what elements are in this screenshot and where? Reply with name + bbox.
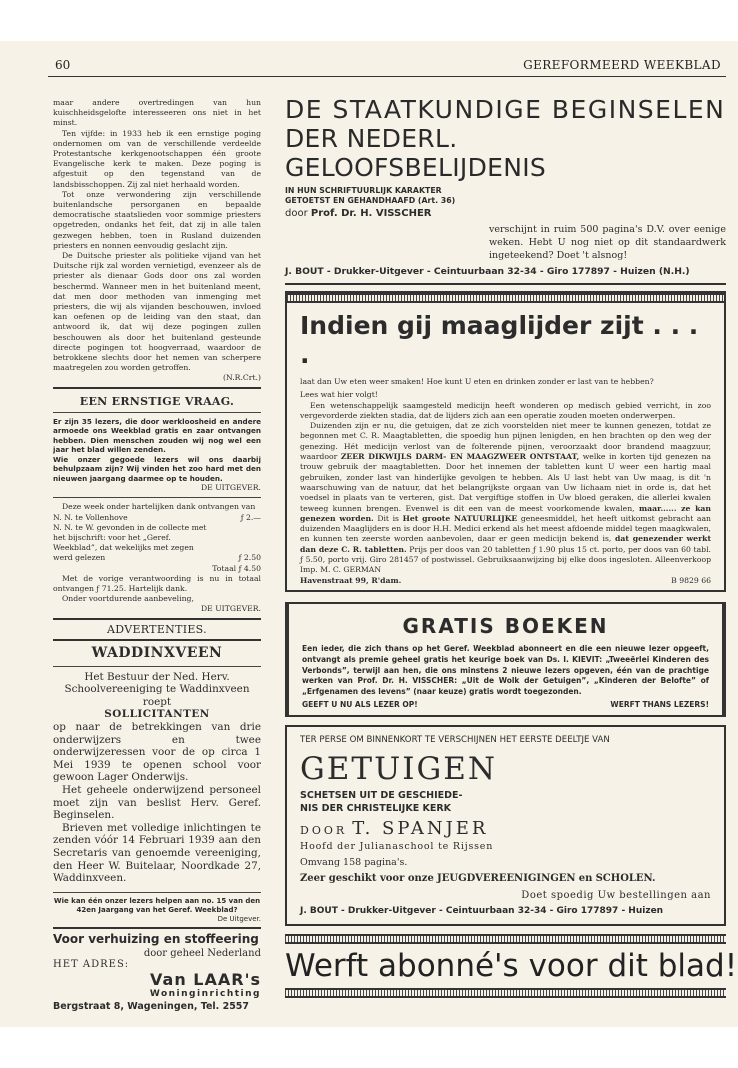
help-signature: De Uitgever.: [217, 914, 261, 923]
advertenties-title: ADVERTENTIES.: [107, 622, 207, 636]
ad-band: [287, 293, 724, 303]
vanlaar-line2: door geheel Nederland: [143, 947, 261, 959]
intro-paragraph: Tot onze verwondering zijn verschillende buitenlandsche persorganen en bepaalde democratische staatslieden voor sommige priesters opgetreden, ondanks het feit, dat zij in alle talen gezwegen hebben, toen in Rusland duizenden priesters en nonnen eenvoudig geslacht zijn.: [53, 189, 261, 250]
werft-band-bottom: [285, 988, 726, 998]
divider: [53, 497, 261, 498]
publication-name: GEREFORMEERD WEEKBLAD: [523, 58, 721, 72]
header-rule: [48, 76, 726, 77]
donation-amount: ƒ 2.—: [240, 512, 261, 522]
werft-slogan: Werft abonné's voor dit blad!: [285, 947, 738, 984]
getuigen-ad: [285, 725, 726, 926]
staatkundige-publisher: J. BOUT - Drukker-Uitgever - Ceintuurbaan 32-34 - Giro 177897 - Huizen (N.H.): [285, 266, 690, 277]
staatkundige-description: verschijnt in ruim 500 pagina's D.V. over eenige weken. Hebt U nog niet op dit standaardwerk ingeteekend? Doet 't alsnog!: [489, 224, 726, 261]
maaglijder-read: Lees wat hier volgt!: [300, 390, 378, 400]
divider: [53, 892, 261, 893]
vanlaar-adres: HET ADRES:: [53, 958, 130, 970]
staatkundige-title-1: DE STAATKUNDIGE BEGINSELEN: [285, 95, 726, 124]
maaglijder-p2i: Prijs per doos van 20 tabletten ƒ 1.90 plus 15 ct. porto, per doos van 60 tabl. ƒ 5.50, porto vrij. Giro 281457 of postwissel. Gebruiksaanwijzing bij elke doos ingesloten. Alleenverkoop Imp. M. C. GERMAN: [300, 544, 711, 575]
waddinxveen-title: WADDINXVEEN: [91, 644, 223, 661]
waddinxveen-p2: op naar de betrekkingen van drie onderwijzers en twee onderwijzeressen voor de op circa 1 Mei 1939 te openen school voor gewoon Lager Onderwijs.: [53, 721, 261, 784]
vanlaar-name: Van LAAR's: [150, 969, 261, 989]
donations-signature: DE UITGEVER.: [200, 604, 261, 614]
left-column: [53, 98, 261, 1018]
vanlaar-tag: Woninginrichting: [149, 988, 261, 999]
ernstige-title: EEN ERNSTIGE VRAAG.: [79, 394, 235, 408]
maaglijder-footer: [300, 576, 711, 586]
getuigen-subtitle-1: SCHETSEN UIT DE GESCHIEDE-: [300, 789, 463, 801]
page-number: 60: [55, 58, 71, 72]
intro-source: (N.R.Crt.): [223, 373, 261, 383]
intro-paragraph: Ten vijfde: in 1933 heb ik een ernstige poging ondernomen om van de verschillende verdeelde Protestantsche kerkgenootschappen één groote Evangelische kerk te maken. Deze poging is afgestuit op den tegenstand van de landsbisschoppen. Zij zal niet herhaald worden.: [53, 128, 261, 189]
getuigen-author: T. SPANJER: [352, 817, 489, 839]
maaglijder-p2b: ZEER DIKWIJLS DARM- EN MAAGZWEER ONTSTAAT,: [340, 452, 580, 462]
intro-paragraph: maar andere overtredingen van hun kuischheidsgelofte interesseeren ons niet in het minst.: [53, 98, 261, 128]
getuigen-door: DOOR: [300, 823, 348, 837]
staatkundige-title-2: DER NEDERL. GELOOFSBELIJDENIS: [285, 124, 547, 182]
divider: [53, 412, 261, 413]
waddinxveen-sollicitanten: SOLLICITANTEN: [104, 708, 210, 721]
ernstige-signature: DE UITGEVER.: [200, 483, 261, 493]
gratis-body: Een ieder, die zich thans op het Geref. Weekblad abonneert en die een nieuwe lezer opgeeft, ontvangt als premie geheel gratis het keurige boek van Ds. I. KIEVIT: „Tweeërlei Kinderen des Verbonds”, terwijl aan hen, die ons minstens 2 nieuwe lezers opgeven, één van de prachtige werken van Prof. Dr. H. VISSCHER: „Uit de Wolk der Getuigen”, „Kinderen der Belofte” of „Erfgenamen des levens” (naar keuze) gratis wordt toegezonden.: [302, 643, 709, 697]
suited-prefix: Zeer geschikt voor onze: [300, 872, 434, 884]
getuigen-intro: TER PERSE OM BINNENKORT TE VERSCHIJNEN HET EERSTE DEELTJE VAN: [300, 734, 610, 745]
maaglijder-p2e: Dit is: [377, 513, 399, 523]
maaglijder-address: Havenstraat 99, R'dam.: [300, 575, 402, 585]
staatkundige-subtitle-2: GETOETST EN GEHANDHAAFD (Art. 36): [285, 196, 456, 205]
staatkundige-author-line: [285, 208, 726, 219]
divider: [53, 618, 261, 620]
divider: [285, 283, 726, 285]
donations-summary: Met de vorige verantwoording is nu in totaal ontvangen ƒ 71.25. Hartelijk dank.: [53, 573, 261, 594]
waddinxveen-p1: Het Bestuur der Ned. Herv. Schoolvereeniging te Waddinxveen roept: [64, 670, 250, 708]
door-label: door: [285, 208, 308, 219]
donation-text: N. N. te W. gevonden in de collecte met het bijschrift: voor het „Geref. Weekblad”, dat wekelijks met zegen werd gelezen: [53, 522, 207, 563]
ernstige-body: Er zijn 35 lezers, die door werkloosheid en andere armoede ons Weekblad gratis en zaar ontvangen hebben. Dien menschen zouden wij nog wel een jaar het blad willen zenden.: [53, 416, 261, 455]
staatkundige-subtitle-1: IN HUN SCHRIFTUURLIJK KARAKTER: [285, 186, 442, 195]
intro-paragraph: De Duitsche priester als politieke vijand van het Duitsche rijk zal worden vernietigd, evenzeer als de priester als dienaar Gods door ons zal worden beschermd. Wanneer men in het buitenland meent, dat men door methoden van inmenging met priesters, die wij als vijanden beschouwen, invloed kan oefenen op de leiding van den staat, dan antwoord ik, dat wij deze pogingen zullen beschouwen als door het buitenland gesteunde directe pogingen tot hoogverraad, waardoor de betrokkene slechts door het nemen van scherpere maatregelen zou worden getroffen.: [53, 251, 261, 373]
waddinxveen-p3: Het geheele onderwijzend personeel moet zijn van beslist Herv. Geref. Beginselen.: [53, 783, 261, 822]
waddinxveen-p4: Brieven met volledige inlichtingen te zenden vóór 14 Februari 1939 aan den Secretaris van genoemde vereeniging, den Heer W. Buitelaar, Noordkade 27, Waddinxveen.: [53, 821, 261, 885]
donations-recommend: Onder voortdurende aanbeveling,: [62, 594, 194, 604]
maaglijder-p2d: maar...... ze kan genezen worden.: [300, 503, 711, 523]
maaglijder-p2g: geneesmiddel, het heeft uitkomst gebracht aan duizenden Maaglijders en is door H.H. Medici erkend als het meest afdoende middel tegen maagkwalen, en kunnen ten zeerste worden aanbevolen, daar er geen medicijn bekend is,: [300, 513, 712, 544]
staatkundige-author: Prof. Dr. H. VISSCHER: [310, 208, 432, 219]
ernstige-body-2: Wie onzer gegoede lezers wil ons daarbij behulpzaam zijn? Wij vinden het zoo hard met den nieuwen jaargang daarmee op te houden.: [53, 454, 261, 483]
help-note: Wie kan één onzer lezers helpen aan no. 15 van den 42en Jaargang van het Geref. Weekblad?: [53, 896, 261, 914]
divider: [53, 387, 261, 389]
suited-1: JEUGDVEREENIGINGEN: [437, 872, 576, 884]
gratis-title: GRATIS BOEKEN: [402, 613, 609, 638]
getuigen-pages: Omvang 158 pagina's.: [300, 856, 408, 868]
staatkundige-ad: [285, 95, 726, 277]
gratis-boeken-ad: [285, 602, 726, 717]
maaglijder-p2: [300, 421, 711, 575]
getuigen-suited: [300, 873, 711, 884]
maaglijder-p2a: Duizenden zijn er nu, die getuigen, dat ze zich voorstelden niet meer te kunnen genezen, totdat ze begonnen met C. R. Maagtabletten, die spoedig hun pijnen lenigden, en hen brachten op den weg der genezing. Hét medicijn verlost van de folterende pijnen, veroorzaakt door brandend maagzuur, waardoor: [300, 421, 711, 462]
donations-intro: Deze week onder hartelijken dank ontvangen van: [62, 502, 256, 512]
maaglijder-ad: [285, 291, 726, 592]
getuigen-author-role: Hoofd der Julianaschool te Rijssen: [300, 840, 494, 852]
gratis-right-slogan: WERFT THANS LEZERS!: [610, 699, 709, 709]
gratis-left-slogan: GEEFT U NU ALS LEZER OP!: [302, 699, 418, 709]
maaglijder-p2h: dat genezender werkt dan deze C. R. tabletten.: [300, 534, 711, 554]
vanlaar-title: Voor verhuizing en stoffeering: [53, 931, 259, 946]
werft-band-top: [285, 934, 726, 944]
donation-amount: ƒ 2.50: [238, 553, 261, 563]
donation-item: [53, 513, 261, 523]
vanlaar-address: Bergstraat 8, Wageningen, Tel. 2557: [53, 1000, 250, 1012]
getuigen-title: GETUIGEN: [300, 750, 497, 787]
getuigen-publisher: J. BOUT - Drukker-Uitgever - Ceintuurbaan 32-34 - Giro 177897 - Huizen: [300, 905, 664, 916]
suited-en: en: [578, 872, 593, 884]
donations-total: Totaal ƒ 4.50: [212, 563, 261, 573]
maaglijder-title: Indien gij maaglijder zijt . . . .: [300, 311, 699, 369]
maaglijder-code: B 9829 66: [671, 575, 711, 585]
getuigen-author-line: [300, 818, 711, 839]
maaglijder-p2c: welke in korten tijd genezen na trouw gebruik der maagtabletten. Door het innemen der tabletten kunt U weer een hartig maal gebruiken, zonder last van hinderlijke gevolgen te hebben. Als U last hebt van Uw maag, is dit 'n waarschuwing van de natuur, dat het belangrijkste orgaan van Uw lichaam niet in orde is, dat het voedsel in plaats van te verteren, gist. Dat vergiftige stoffen in Uw bloed geraken, die allerlei kwalen teweeg kunnen brengen. Evenwel is dit een van de meest voorkomende kwalen,: [300, 452, 711, 513]
divider: [53, 639, 261, 641]
donation-item: [53, 523, 261, 564]
maaglijder-p2f: Het groote NATUURLIJKE: [402, 513, 518, 523]
getuigen-subtitle-2: NIS DER CHRISTELIJKE KERK: [300, 802, 452, 814]
donation-text: N. N. te Vollenhove: [53, 512, 128, 522]
page-header: [0, 58, 738, 72]
getuigen-order: Doet spoedig Uw bestellingen aan: [521, 889, 711, 901]
right-column: [285, 95, 738, 1020]
suited-2: SCHOLEN.: [595, 872, 656, 884]
maaglijder-p1: Een wetenschappelijk saamgesteld medicijn heeft wonderen op medisch gebied verricht, in zoo vergevorderde ziekten stadia, dat de lijders zich aan een operatie zouden moeten onderwerpen.: [300, 400, 711, 420]
maaglijder-lead: laat dan Uw eten weer smaken! Hoe kunt U eten en drinken zonder er last van te hebben?: [300, 377, 654, 386]
divider: [53, 666, 261, 667]
divider: [53, 927, 261, 929]
gratis-slogans: [302, 700, 709, 711]
